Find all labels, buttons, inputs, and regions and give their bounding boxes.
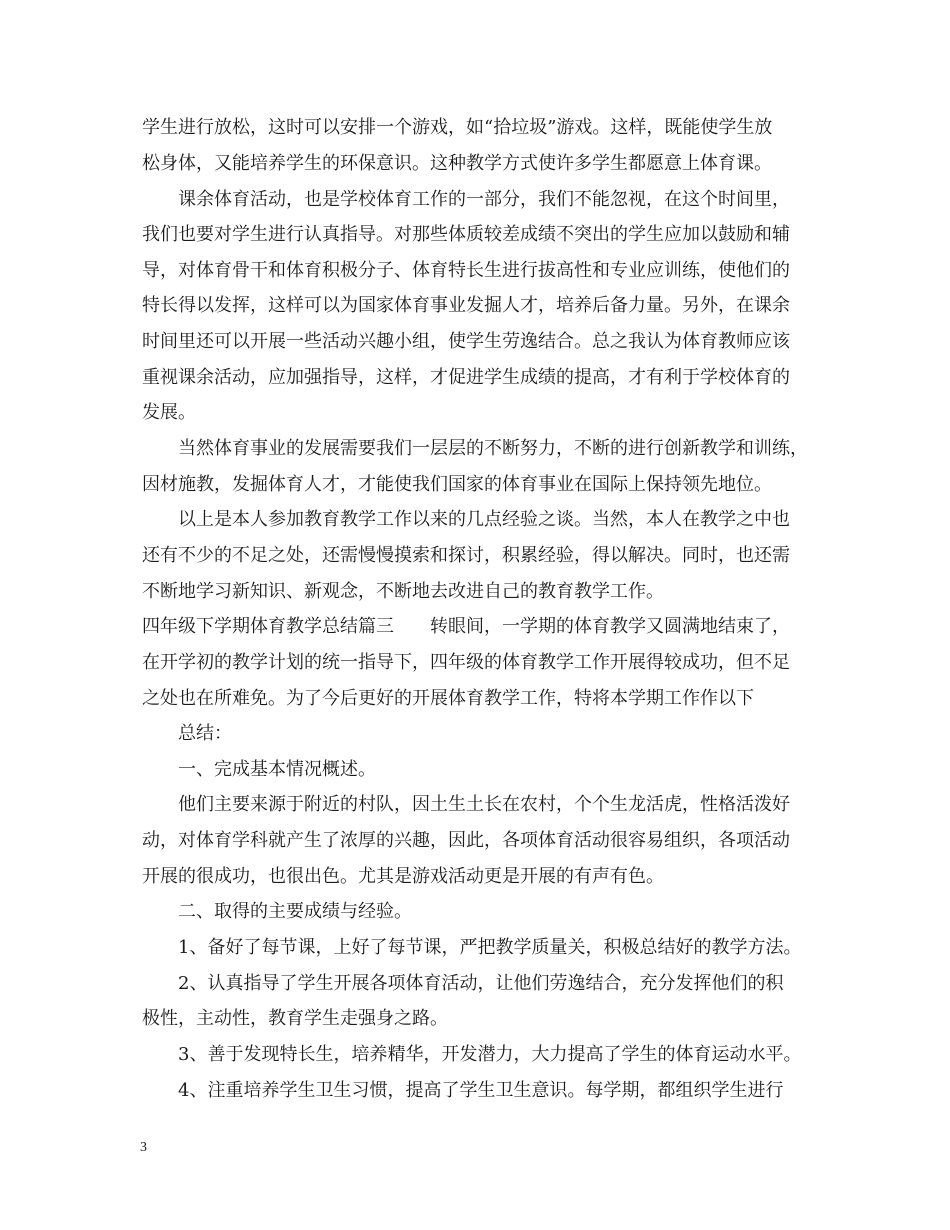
subheading-line: 一、完成基本情况概述。 (178, 759, 376, 780)
text-line: 他们主要来源于附近的村队，因土生土长在农村，个个生龙活虎，性格活泼好 (178, 794, 790, 815)
text-line: 开展的很成功，也很出色。尤其是游戏活动更是开展的有声有色。 (142, 866, 664, 887)
text-line: 极性，主动性，教育学生走强身之路。 (142, 1008, 448, 1029)
text-line: 在开学初的教学计划的统一指导下，四年级的体育教学工作开展得较成功，但不足 (142, 652, 790, 673)
text-line: 松身体，又能培养学生的环保意识。这种教学方式使许多学生都愿意上体育课。 (142, 153, 772, 174)
text-line: 动，对体育学科就产生了浓厚的兴趣，因此，各项体育活动很容易组织，各项活动 (142, 830, 790, 851)
list-item-line: 1、备好了每节课，上好了每节课，严把教学质量关，积极总结好的教学方法。 (178, 937, 802, 958)
text-line: 课余体育活动，也是学校体育工作的一部分，我们不能忽视，在这个时间里， (178, 189, 790, 210)
page-number: 3 (140, 1140, 147, 1155)
list-item-line: 4、注重培养学生卫生习惯，提高了学生卫生意识。每学期，都组织学生进行 (178, 1080, 784, 1101)
text-line: 特长得以发挥，这样可以为国家体育事业发掘人才，培养后备力量。另外，在课余 (142, 295, 790, 316)
list-item-line: 2、认真指导了学生开展各项体育活动，让他们劳逸结合，充分发挥他们的积 (178, 973, 784, 994)
text-line: 因材施教，发掘体育人才，才能使我们国家的体育事业在国际上保持领先地位。 (142, 474, 772, 495)
section-heading-line: 四年级下学期体育教学总结篇三 转眼间，一学期的体育教学又圆满地结束了， (142, 616, 790, 637)
text-line: 导，对体育骨干和体育积极分子、体育特长生进行拔高性和专业应训练，使他们的 (142, 260, 790, 281)
text-line: 重视课余活动，应加强指导，这样，才促进学生成绩的提高，才有利于学校体育的 (142, 367, 790, 388)
text-line: 时间里还可以开展一些活动兴趣小组，使学生劳逸结合。总之我认为体育教师应该 (142, 331, 790, 352)
text-line: 以上是本人参加教育教学工作以来的几点经验之谈。当然，本人在教学之中也 (178, 509, 790, 530)
text-line: 不断地学习新知识、新观念，不断地去改进自己的教育教学工作。 (142, 581, 664, 602)
text-line: 当然体育事业的发展需要我们一层层的不断努力，不断的进行创新教学和训练， (178, 438, 808, 459)
subheading-line: 二、取得的主要成绩与经验。 (178, 901, 412, 922)
text-line: 之处也在所难免。为了今后更好的开展体育教学工作，特将本学期工作作以下 (142, 688, 754, 709)
text-line: 我们也要对学生进行认真指导。对那些体质较差成绩不突出的学生应加以鼓励和辅 (142, 224, 790, 245)
list-item-line: 3、善于发现特长生，培养精华，开发潜力，大力提高了学生的体育运动水平。 (178, 1044, 802, 1065)
text-line: 总结： (178, 723, 232, 744)
text-line: 发展。 (142, 402, 196, 423)
text-line: 学生进行放松，这时可以安排一个游戏，如“拾垃圾”游戏。这样，既能使学生放 (142, 117, 773, 138)
text-line: 还有不少的不足之处，还需慢慢摸索和探讨，积累经验，得以解决。同时，也还需 (142, 545, 790, 566)
